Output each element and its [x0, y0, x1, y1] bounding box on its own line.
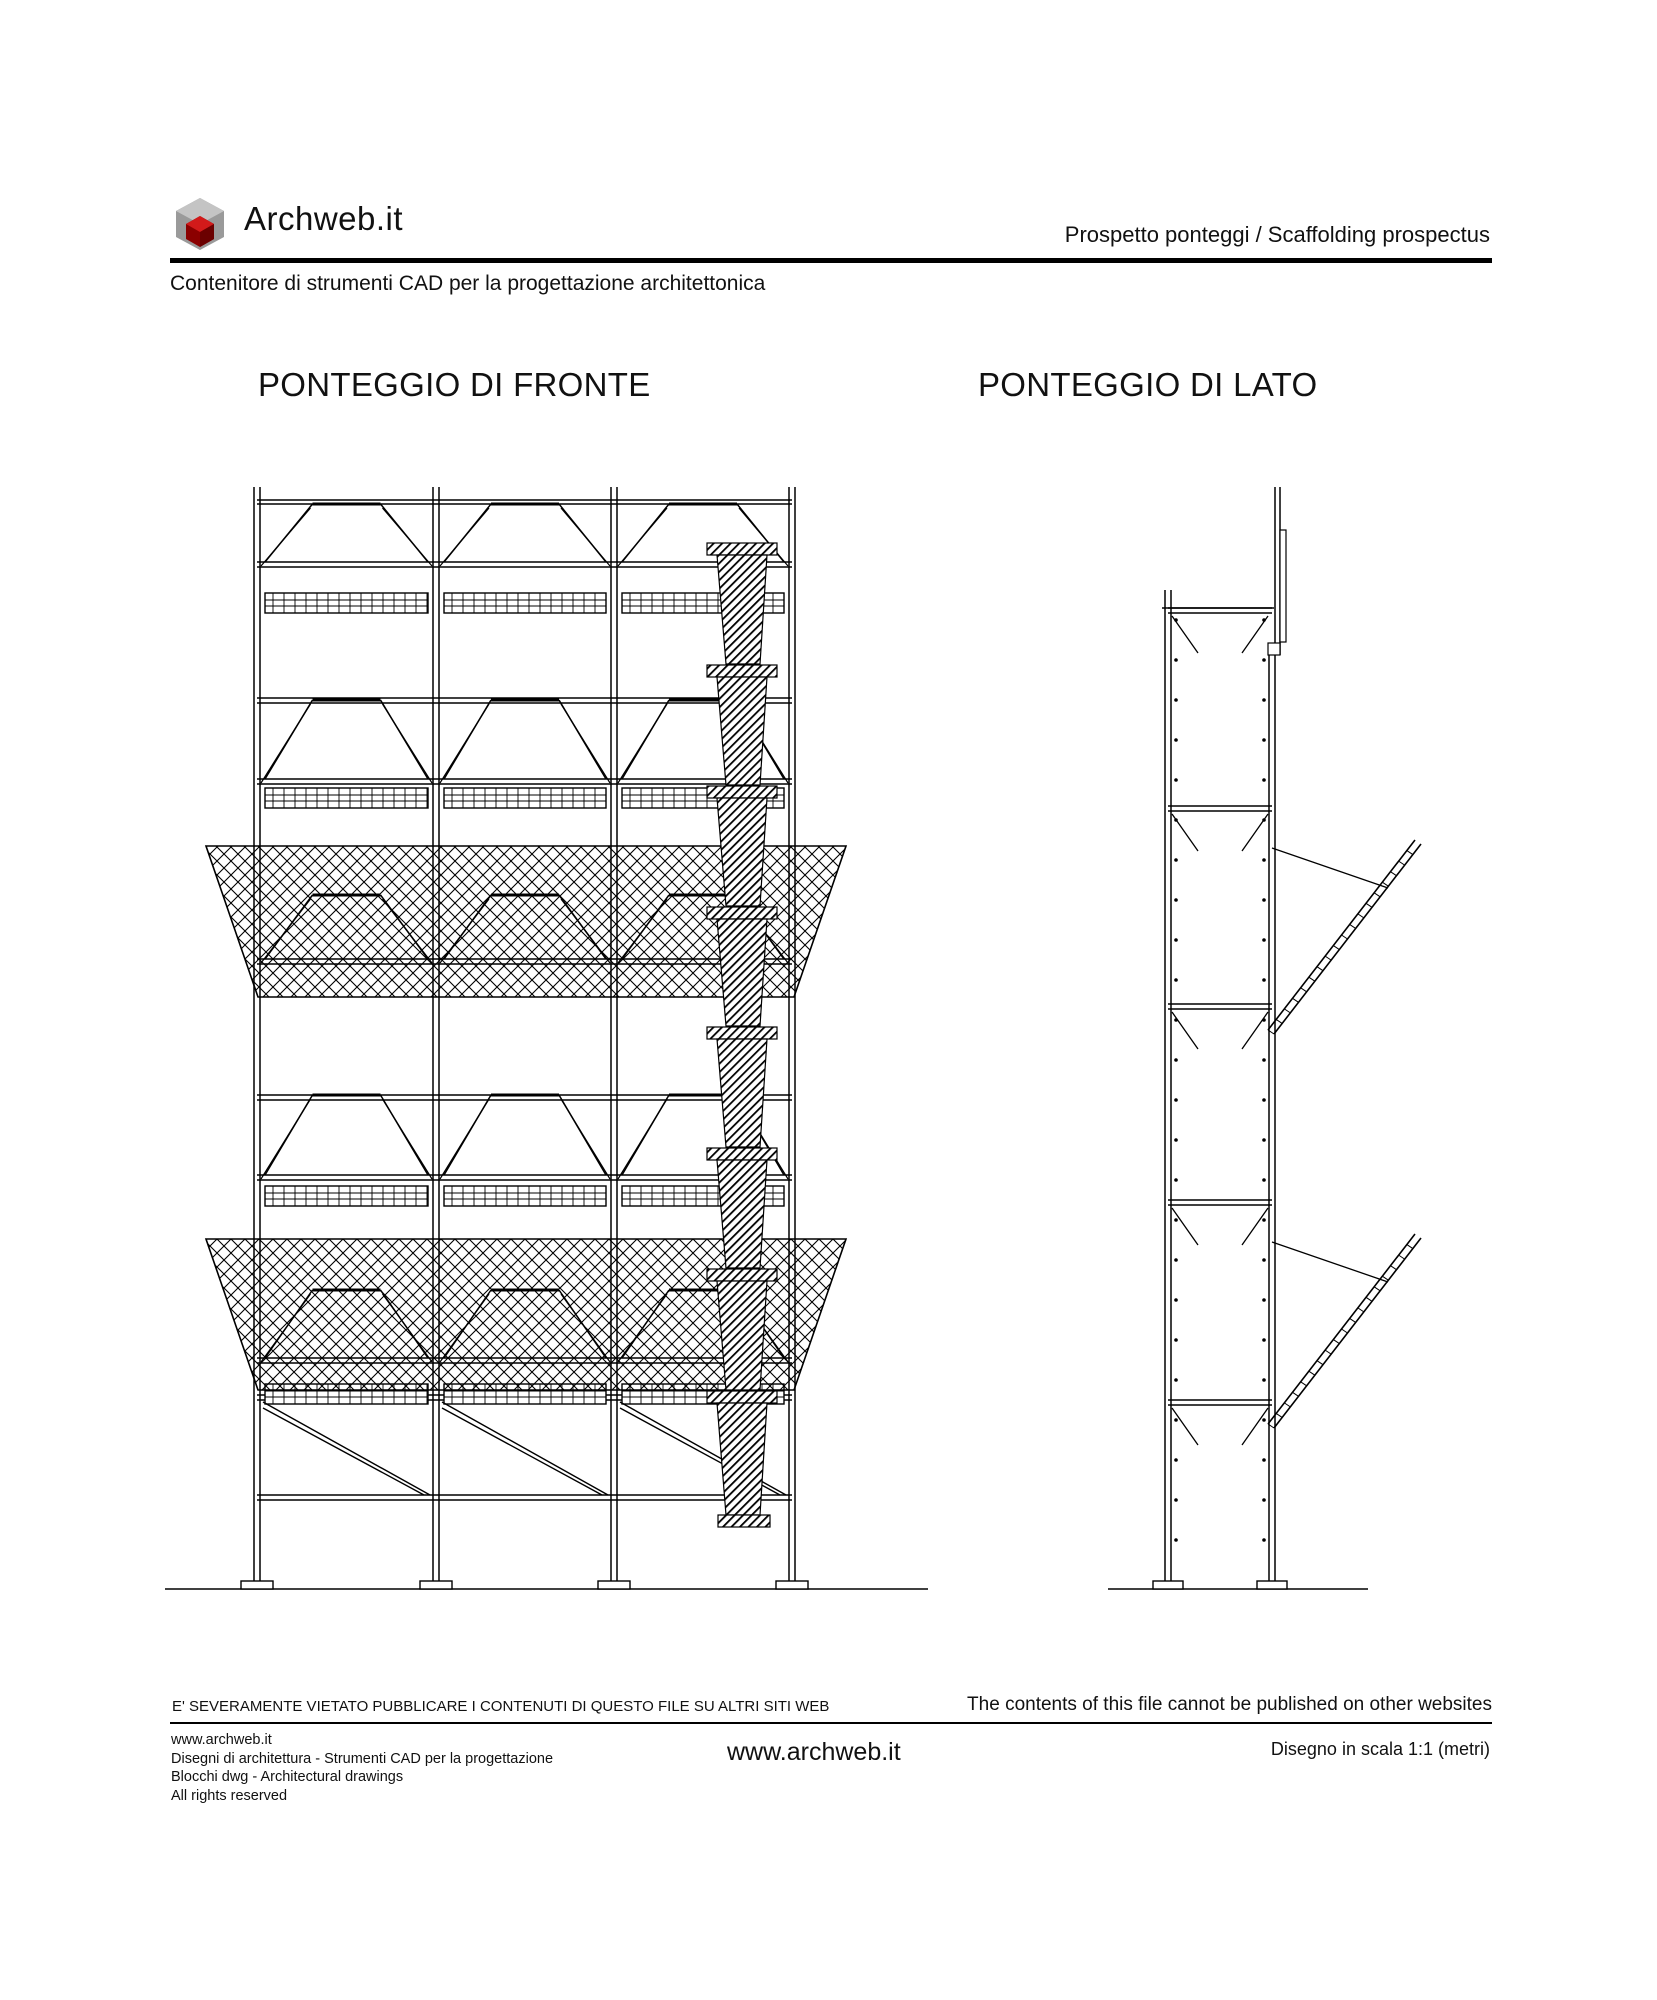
base-plate: [1153, 1581, 1183, 1589]
footer-info: [171, 1731, 553, 1805]
tie-dot: [1262, 1178, 1266, 1182]
net-tick: [1350, 924, 1356, 928]
chute-segment: [717, 919, 767, 1026]
tie-dot: [1174, 1378, 1178, 1382]
tie-dot: [1174, 1458, 1178, 1462]
tie-dot: [1262, 738, 1266, 742]
chute-ring: [707, 1027, 777, 1039]
net-tick: [1301, 988, 1307, 992]
truss-diagonal: [440, 1099, 489, 1179]
base-brace: [442, 1402, 608, 1495]
tie-dot: [1174, 1178, 1178, 1182]
net-tick: [1342, 935, 1348, 939]
side-scaffold-elevation: [1108, 487, 1421, 1589]
tie-dot: [1262, 698, 1266, 702]
tie-dot: [1174, 1138, 1178, 1142]
net-tick: [1342, 1329, 1348, 1333]
side-safety-net: [1268, 840, 1421, 1034]
tie-dot: [1174, 1498, 1178, 1502]
tie-dot: [1262, 1338, 1266, 1342]
net-tick: [1293, 998, 1299, 1002]
tie-dot: [1174, 618, 1178, 622]
deck-plank: [444, 593, 606, 613]
tie-dot: [1262, 618, 1266, 622]
tie-dot: [1174, 818, 1178, 822]
net-tick: [1366, 1297, 1372, 1301]
base-plate: [420, 1581, 452, 1589]
warning-english: The contents of this file cannot be published on other websites: [967, 1694, 1492, 1715]
chute-segment: [717, 1281, 767, 1390]
footer-line: Blocchi dwg - Architectural drawings: [171, 1769, 404, 1785]
deck-plank: [444, 1186, 606, 1206]
knee-brace: [1172, 1408, 1198, 1445]
base-plate: [598, 1581, 630, 1589]
chute-segment: [717, 555, 767, 664]
deck-plank: [265, 788, 428, 808]
net-tick: [1293, 1392, 1299, 1396]
net-tick: [1325, 1350, 1331, 1354]
footer-line: www.archweb.it: [171, 1732, 272, 1748]
truss-diagonal: [561, 1099, 610, 1179]
front-view-title: PONTEGGIO DI FRONTE: [258, 366, 651, 403]
truss-diagonal: [618, 704, 667, 783]
tie-dot: [1262, 1458, 1266, 1462]
base-brace: [442, 1408, 602, 1495]
tie-dot: [1174, 698, 1178, 702]
tie-dot: [1262, 778, 1266, 782]
chute-ring: [707, 907, 777, 919]
net-tick: [1374, 893, 1380, 897]
base-plate: [1257, 1581, 1287, 1589]
net-tick: [1333, 1340, 1339, 1344]
footer-website: www.archweb.it: [727, 1738, 901, 1766]
truss-diagonal: [261, 704, 311, 783]
tie-dot: [1174, 1538, 1178, 1542]
knee-brace: [1172, 1208, 1198, 1245]
chute-ring: [707, 665, 777, 677]
tie-dot: [1262, 1058, 1266, 1062]
tie-dot: [1174, 1018, 1178, 1022]
deck-plank: [265, 1186, 428, 1206]
warning-italian: E' SEVERAMENTE VIETATO PUBBLICARE I CONTENUTI DI QUESTO FILE SU ALTRI SITI WEB: [172, 1698, 830, 1715]
net-tick: [1366, 903, 1372, 907]
knee-brace: [1242, 1208, 1268, 1245]
net-tick: [1382, 1276, 1388, 1280]
tagline: Contenitore di strumenti CAD per la progettazione architettonica: [170, 272, 766, 295]
truss-diagonal: [261, 1099, 311, 1179]
chute-segment: [717, 677, 767, 785]
net-tick: [1284, 1009, 1290, 1013]
net-tick: [1407, 851, 1413, 855]
net-tick: [1333, 946, 1339, 950]
chute-ring: [707, 1391, 777, 1403]
knee-brace: [1242, 1012, 1268, 1049]
deck-plank: [265, 593, 428, 613]
knee-brace: [1172, 1012, 1198, 1049]
tie-dot: [1262, 818, 1266, 822]
chute-segment: [717, 1160, 767, 1268]
truss-diagonal: [261, 508, 311, 566]
net-tick: [1399, 861, 1405, 865]
base-brace: [263, 1408, 424, 1495]
tie-dot: [1262, 898, 1266, 902]
truss-diagonal: [440, 704, 489, 783]
tie-dot: [1174, 778, 1178, 782]
tie-dot: [1174, 898, 1178, 902]
truss-diagonal: [383, 1099, 433, 1179]
tie-dot: [1262, 1138, 1266, 1142]
tie-dot: [1262, 1258, 1266, 1262]
net-stay: [1272, 1242, 1388, 1282]
tie-dot: [1174, 1298, 1178, 1302]
base-brace: [263, 1402, 430, 1495]
tie-dot: [1174, 1218, 1178, 1222]
net-tick: [1317, 1361, 1323, 1365]
truss-diagonal: [383, 704, 433, 783]
tie-dot: [1262, 1378, 1266, 1382]
tie-dot: [1174, 858, 1178, 862]
side-view-title: PONTEGGIO DI LATO: [978, 366, 1318, 403]
tie-dot: [1262, 658, 1266, 662]
net-tick: [1276, 1019, 1282, 1023]
front-scaffold-elevation: [165, 487, 928, 1589]
chute-ring: [707, 543, 777, 555]
coupler: [1268, 643, 1280, 655]
side-safety-net: [1268, 1234, 1421, 1428]
chute-ring: [707, 1269, 777, 1281]
truss-diagonal: [561, 508, 610, 566]
tie-dot: [1174, 1258, 1178, 1262]
net-tick: [1317, 967, 1323, 971]
net-tick: [1382, 882, 1388, 886]
tie-dot: [1262, 858, 1266, 862]
drawing-scale: Disegno in scala 1:1 (metri): [1270, 1739, 1490, 1759]
tie-dot: [1174, 738, 1178, 742]
tie-dot: [1174, 1418, 1178, 1422]
deck-plank: [444, 788, 606, 808]
truss-diagonal: [561, 704, 610, 783]
tie-dot: [1174, 938, 1178, 942]
net-tick: [1309, 1371, 1315, 1375]
truss-diagonal: [383, 508, 433, 566]
truss-diagonal: [440, 508, 489, 566]
net-tick: [1350, 1318, 1356, 1322]
footer-rule: [170, 1722, 1492, 1724]
tie-dot: [1262, 1018, 1266, 1022]
net-tick: [1391, 872, 1397, 876]
brand-name: Archweb.it: [244, 200, 404, 237]
chute-segment: [717, 1403, 767, 1515]
net-tick: [1407, 1245, 1413, 1249]
chute-segment: [717, 798, 767, 906]
tie-dot: [1262, 1298, 1266, 1302]
net-tick: [1391, 1266, 1397, 1270]
truss-diagonal: [618, 1099, 667, 1179]
net-stay: [1272, 848, 1388, 888]
net-tick: [1399, 1255, 1405, 1259]
net-tick: [1358, 1308, 1364, 1312]
tie-dot: [1262, 1418, 1266, 1422]
net-tick: [1301, 1382, 1307, 1386]
chute-ring: [707, 786, 777, 798]
net-tick: [1276, 1413, 1282, 1417]
base-plate: [241, 1581, 273, 1589]
toe-board: [1280, 530, 1286, 642]
base-plate: [776, 1581, 808, 1589]
chute-outlet: [718, 1515, 770, 1527]
tie-dot: [1262, 1538, 1266, 1542]
document-title: Prospetto ponteggi / Scaffolding prospectus: [1064, 222, 1490, 247]
net-tick: [1358, 914, 1364, 918]
truss-diagonal: [618, 508, 667, 566]
tie-dot: [1262, 978, 1266, 982]
tie-dot: [1174, 1058, 1178, 1062]
net-tick: [1284, 1403, 1290, 1407]
footer-line: Disegni di architettura - Strumenti CAD per la progettazione: [171, 1750, 554, 1767]
knee-brace: [1242, 1408, 1268, 1445]
net-tick: [1374, 1287, 1380, 1291]
chute-segment: [717, 1039, 767, 1147]
net-tick: [1309, 977, 1315, 981]
tie-dot: [1262, 938, 1266, 942]
tie-dot: [1262, 1498, 1266, 1502]
tie-dot: [1174, 1338, 1178, 1342]
footer-line: All rights reserved: [171, 1787, 288, 1804]
net-tick: [1325, 956, 1331, 960]
tie-dot: [1174, 658, 1178, 662]
tie-dot: [1262, 1218, 1266, 1222]
tie-dot: [1174, 1098, 1178, 1102]
tie-dot: [1174, 978, 1178, 982]
tie-dot: [1262, 1098, 1266, 1102]
chute-ring: [707, 1148, 777, 1160]
